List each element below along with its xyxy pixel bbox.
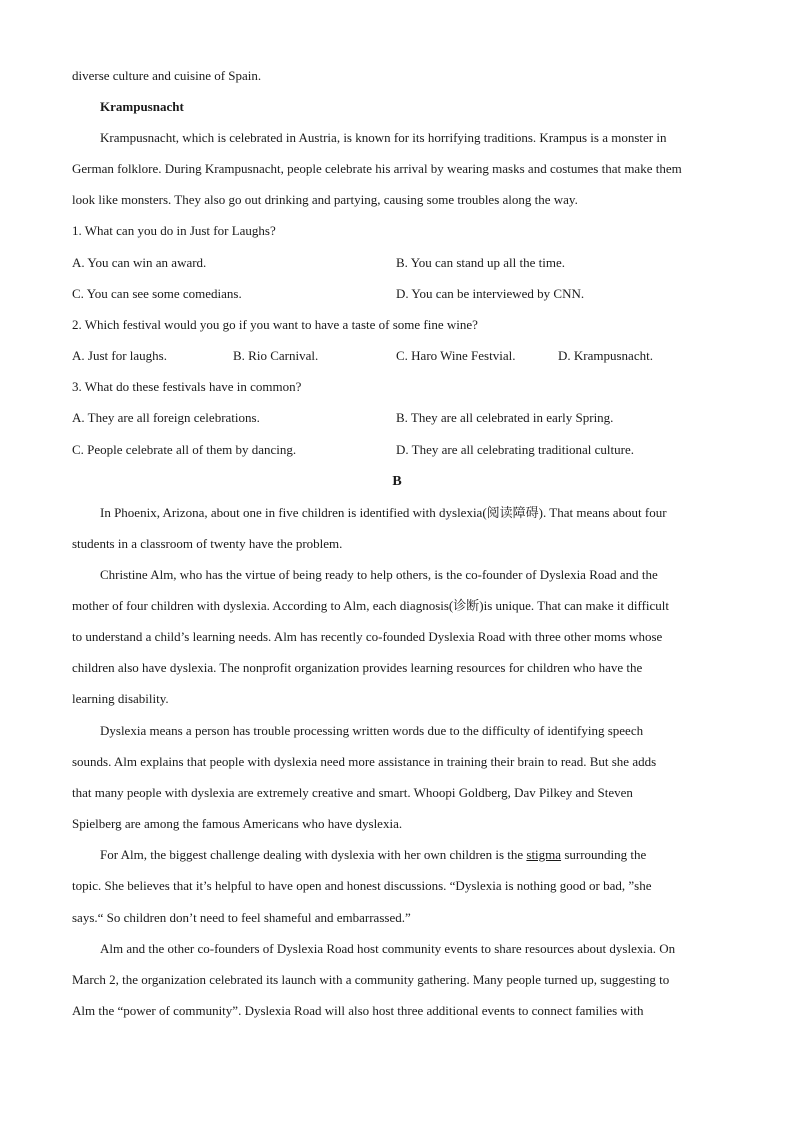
passage-b-line-15: Alm and the other co-founders of Dyslexia Road host community events to share resources about dyslexia. On xyxy=(100,941,676,956)
passage-b-line-12 xyxy=(100,846,646,864)
passage-b-line-16: March 2, the organization celebrated its launch with a community gathering. Many people turned up, suggesting to xyxy=(72,972,670,987)
section-b-label: B xyxy=(392,474,402,489)
question-2-option-c: C. Haro Wine Festvial. xyxy=(396,348,516,363)
krampusnacht-text-line-3: look like monsters. They also go out drinking and partying, causing some troubles along the way. xyxy=(72,192,578,207)
passage-b-line-11: Spielberg are among the famous Americans who have dyslexia. xyxy=(72,816,403,831)
passage-a-tail-line: diverse culture and cuisine of Spain. xyxy=(72,68,262,83)
question-2-option-b: B. Rio Carnival. xyxy=(233,348,319,363)
question-3-option-a: A. They are all foreign celebrations. xyxy=(72,410,260,425)
stigma-underlined-word: stigma xyxy=(526,847,562,862)
passage-b-line-8: Dyslexia means a person has trouble processing written words due to the difficulty of identifying speech xyxy=(100,723,644,738)
passage-b-line-14: says.“ So children don’t need to feel shameful and embarrassed.” xyxy=(72,910,411,925)
question-2-stem: 2. Which festival would you go if you want to have a taste of some fine wine? xyxy=(72,317,478,332)
question-1-option-c: C. You can see some comedians. xyxy=(72,286,242,301)
question-1-option-a: A. You can win an award. xyxy=(72,255,207,270)
question-2-option-a: A. Just for laughs. xyxy=(72,348,167,363)
question-1-option-d: D. You can be interviewed by CNN. xyxy=(396,286,585,301)
passage-b-line-12-text: For Alm, the biggest challenge dealing with dyslexia with her own children is the xyxy=(100,847,527,862)
passage-b-line-1: In Phoenix, Arizona, about one in five children is identified with dyslexia(阅读障碍). That means about four xyxy=(100,505,667,520)
question-3-option-b: B. They are all celebrated in early Spring. xyxy=(396,410,614,425)
krampusnacht-text-line-1: Krampusnacht, which is celebrated in Austria, is known for its horrifying traditions. Krampus is a monster in xyxy=(100,130,667,145)
passage-b-line-2: students in a classroom of twenty have the problem. xyxy=(72,536,343,551)
passage-b-line-3: Christine Alm, who has the virtue of being ready to help others, is the co-founder of Dyslexia Road and the xyxy=(100,567,658,582)
passage-b-line-13: topic. She believes that it’s helpful to have open and honest discussions. “Dyslexia is nothing good or bad, ”she xyxy=(72,878,652,893)
question-1-stem: 1. What can you do in Just for Laughs? xyxy=(72,223,276,238)
passage-b-line-17: Alm the “power of community”. Dyslexia Road will also host three additional events to connect families with xyxy=(72,1003,644,1018)
question-3-option-c: C. People celebrate all of them by dancing. xyxy=(72,442,297,457)
question-1-option-b: B. You can stand up all the time. xyxy=(396,255,565,270)
passage-b-line-4: mother of four children with dyslexia. According to Alm, each diagnosis(诊断)is unique. That can make it difficult xyxy=(72,598,670,613)
passage-b-line-9: sounds. Alm explains that people with dyslexia need more assistance in training their brain to read. But she adds xyxy=(72,754,657,769)
passage-b-line-12-tail: surrounding the xyxy=(561,847,647,862)
krampusnacht-heading: Krampusnacht xyxy=(100,99,184,114)
passage-b-line-6: children also have dyslexia. The nonprofit organization provides learning resources for children who have the xyxy=(72,660,643,675)
krampusnacht-text-line-2: German folklore. During Krampusnacht, people celebrate his arrival by wearing masks and costumes that make them xyxy=(72,161,682,176)
question-2-option-d: D. Krampusnacht. xyxy=(558,348,653,363)
passage-b-line-7: learning disability. xyxy=(72,691,169,706)
passage-b-line-10: that many people with dyslexia are extremely creative and smart. Whoopi Goldberg, Dav Pilkey and Steven xyxy=(72,785,633,800)
question-3-stem: 3. What do these festivals have in common? xyxy=(72,379,302,394)
passage-b-line-5: to understand a child’s learning needs. Alm has recently co-founded Dyslexia Road with three other moms whose xyxy=(72,629,663,644)
question-3-option-d: D. They are all celebrating traditional culture. xyxy=(396,442,634,457)
